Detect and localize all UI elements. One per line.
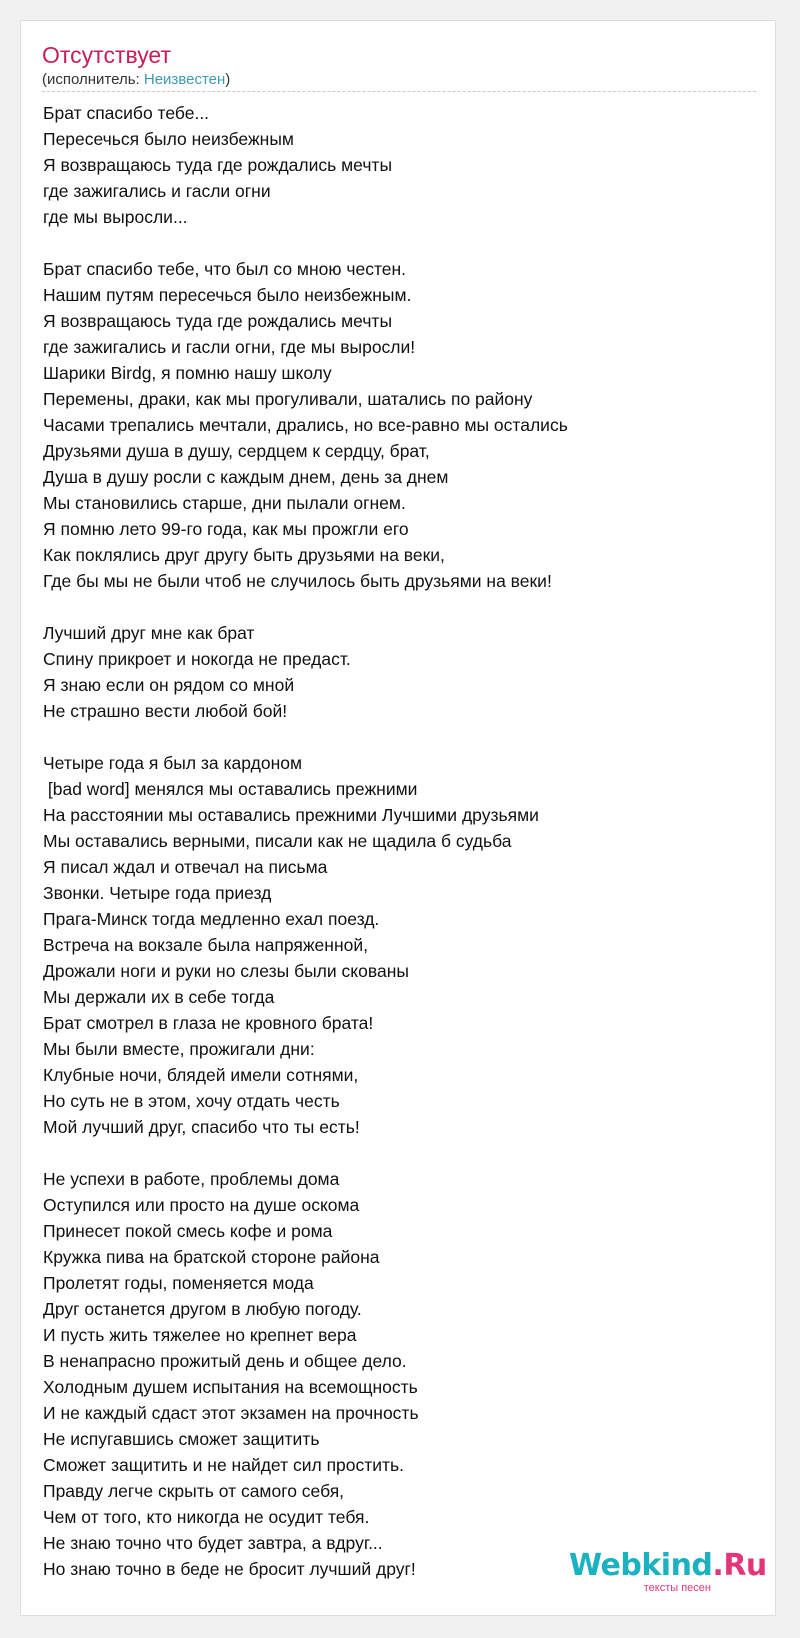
- logo-tagline: тексты песен: [643, 1582, 711, 1594]
- lyric-line: Брат спасибо тебе, что был со мною честен.: [43, 259, 407, 279]
- lyric-line: где зажигались и гасли огни, где мы выросли!: [43, 337, 416, 357]
- lyric-line: где зажигались и гасли огни: [43, 181, 271, 201]
- lyric-line: Друзьями душа в душу, сердцем к сердцу, брат,: [43, 441, 430, 461]
- artist-line: [42, 71, 756, 92]
- artist-suffix: ): [225, 71, 231, 88]
- lyric-line: Пролетят годы, поменяется мода: [43, 1273, 314, 1293]
- lyric-line: Где бы мы не были чтоб не случилось быть друзьями на веки!: [43, 571, 552, 591]
- artist-prefix: (исполнитель:: [42, 71, 144, 88]
- stanza: [43, 620, 763, 724]
- lyrics-text: [43, 100, 763, 1582]
- lyric-line: Брат спасибо тебе...: [43, 103, 210, 123]
- lyric-line: Мы держали их в себе тогда: [43, 987, 275, 1007]
- lyric-line: И не каждый сдаст этот экзамен на прочность: [43, 1403, 419, 1423]
- lyric-line: Но знаю точно в беде не бросит лучший друг!: [43, 1559, 416, 1579]
- lyric-line: Мы оставались верными, писали как не щадила б судьба: [43, 831, 512, 851]
- lyric-line: Я возвращаюсь туда где рождались мечты: [43, 155, 393, 175]
- lyric-line: Друг останется другом в любую погоду.: [43, 1299, 362, 1319]
- lyric-line: Часами трепались мечтали, дрались, но все-равно мы остались: [43, 415, 568, 435]
- lyric-line: На расстоянии мы оставались прежними Лучшими друзьями: [43, 805, 539, 825]
- lyric-line: Я знаю если он рядом со мной: [43, 675, 295, 695]
- lyric-line: Не страшно вести любой бой!: [43, 701, 288, 721]
- lyric-line: Оступился или просто на душе оскома: [43, 1195, 360, 1215]
- lyric-line: И пусть жить тяжелее но крепнет вера: [43, 1325, 357, 1345]
- lyric-line: Принесет покой смесь кофе и рома: [43, 1221, 333, 1241]
- lyric-line: [bad word] менялся мы оставались прежними: [43, 779, 418, 799]
- lyric-line: Спину прикроет и нокогда не предаст.: [43, 649, 351, 669]
- lyric-line: Лучший друг мне как брат: [43, 623, 255, 643]
- stanza: [43, 1166, 763, 1582]
- lyric-line: Я писал ждал и отвечал на письма: [43, 857, 328, 877]
- lyric-line: Клубные ночи, блядей имели сотнями,: [43, 1065, 359, 1085]
- lyric-line: Мы становились старше, дни пылали огнем.: [43, 493, 406, 513]
- lyric-line: Душа в душу росли с каждым днем, день за днем: [43, 467, 449, 487]
- lyric-line: где мы выросли...: [43, 207, 188, 227]
- lyrics-card: [20, 20, 776, 1616]
- song-title: Отсутствует: [42, 42, 171, 68]
- lyric-line: Брат смотрел в глаза не кровного брата!: [43, 1013, 374, 1033]
- site-logo[interactable]: [569, 1548, 767, 1597]
- logo-name: Webkind: [569, 1548, 713, 1583]
- lyric-line: Чем от того, кто никогда не осудит тебя.: [43, 1507, 370, 1527]
- lyric-line: Прага-Минск тогда медленно ехал поезд.: [43, 909, 380, 929]
- lyric-line: Холодным душем испытания на всемощность: [43, 1377, 418, 1397]
- lyric-line: Как поклялись друг другу быть друзьями на веки,: [43, 545, 445, 565]
- logo-tld: .Ru: [712, 1548, 767, 1583]
- lyric-line: Не успехи в работе, проблемы дома: [43, 1169, 340, 1189]
- stanza: [43, 100, 763, 230]
- lyric-line: Но суть не в этом, хочу отдать честь: [43, 1091, 340, 1111]
- lyric-line: Кружка пива на братской стороне района: [43, 1247, 380, 1267]
- lyric-line: Сможет защитить и не найдет сил простить.: [43, 1455, 405, 1475]
- lyric-line: Я помню лето 99-го года, как мы прожгли его: [43, 519, 409, 539]
- stanza: [43, 256, 763, 594]
- lyric-line: Не испугавшись сможет защитить: [43, 1429, 320, 1449]
- lyric-line: Мы были вместе, прожигали дни:: [43, 1039, 315, 1059]
- logo-wordmark: [569, 1548, 767, 1583]
- stanza: [43, 750, 763, 1140]
- lyric-line: Звонки. Четыре года приезд: [43, 883, 272, 903]
- lyric-line: Встреча на вокзале была напряженной,: [43, 935, 368, 955]
- lyric-line: Дрожали ноги и руки но слезы были скованы: [43, 961, 409, 981]
- lyric-line: Пересечься было неизбежным: [43, 129, 294, 149]
- lyric-line: В ненапрасно прожитый день и общее дело.: [43, 1351, 407, 1371]
- lyric-line: Нашим путям пересечься было неизбежным.: [43, 285, 412, 305]
- lyric-line: Я возвращаюсь туда где рождались мечты: [43, 311, 393, 331]
- lyric-line: Перемены, драки, как мы прогуливали, шатались по району: [43, 389, 533, 409]
- lyric-line: Не знаю точно что будет завтра, а вдруг...: [43, 1533, 383, 1553]
- artist-link[interactable]: Неизвестен: [143, 71, 226, 88]
- lyric-line: Мой лучший друг, спасибо что ты есть!: [43, 1117, 360, 1137]
- lyric-line: Правду легче скрыть от самого себя,: [43, 1481, 345, 1501]
- lyric-line: Шарики Birdg, я помню нашу школу: [43, 363, 332, 383]
- lyric-line: Четыре года я был за кардоном: [43, 753, 302, 773]
